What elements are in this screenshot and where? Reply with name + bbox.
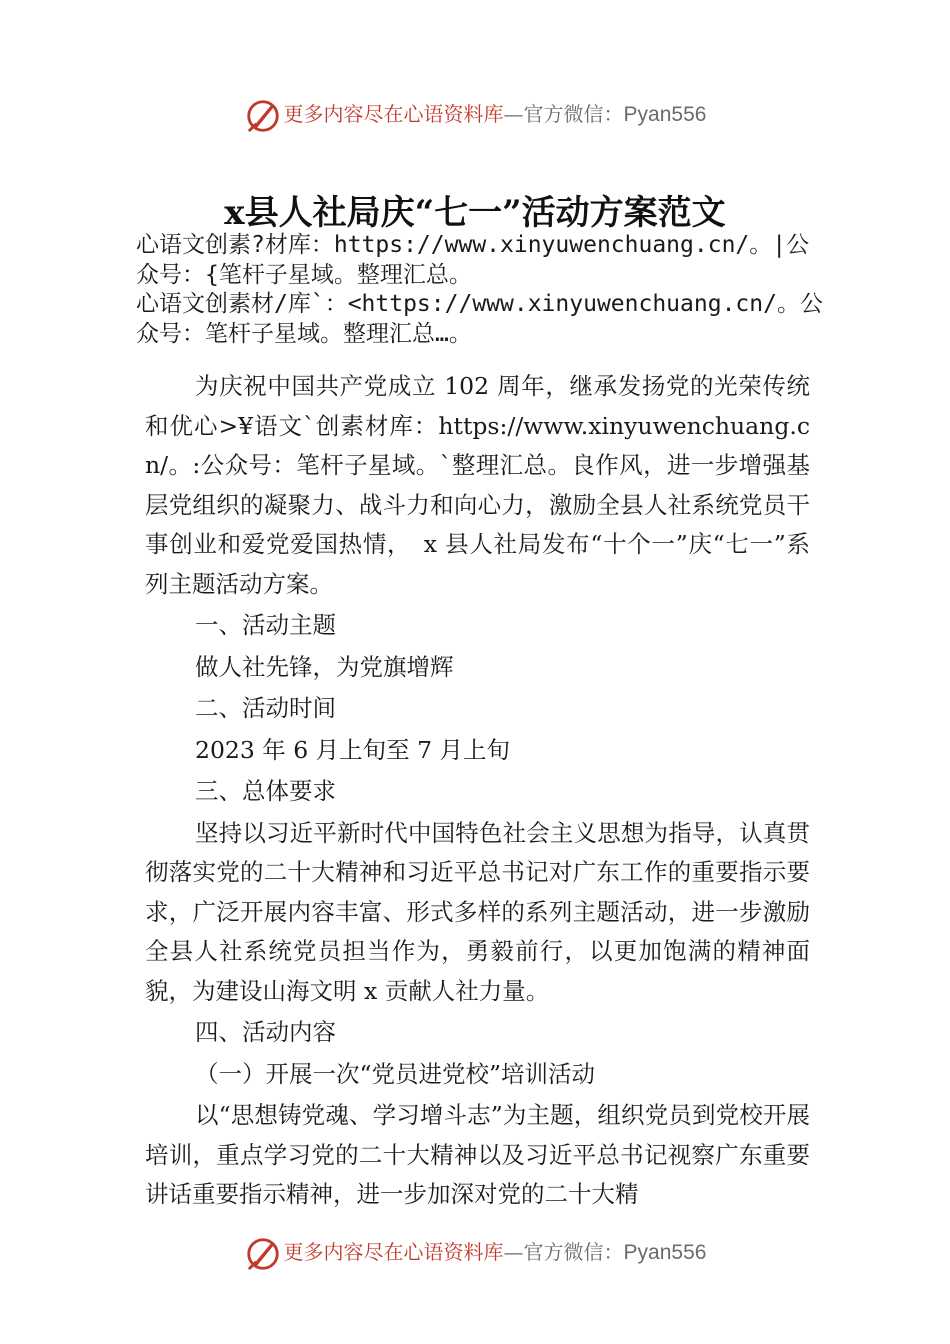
banner-gray-text: 官方微信：	[523, 102, 624, 126]
header-watermark	[0, 94, 950, 134]
section-heading-3: 三、总体要求	[195, 777, 336, 805]
quill-logo-icon	[244, 1235, 282, 1273]
banner-dash: —	[503, 1240, 524, 1264]
banner-dash: —	[503, 102, 524, 126]
banner-gray-text: 官方微信：	[523, 1240, 624, 1264]
source-line-2: 心语文创素材/库`：<https://www.xinyuwenchuang.cn/。公众号：笔杆子星域。整理汇总…。	[136, 291, 823, 347]
subsection-heading-1: （一）开展一次“党员进党校”培训活动	[195, 1059, 596, 1088]
document-body	[145, 367, 810, 1215]
time-text: 2023 年 6 月上旬至 7 月上旬	[195, 735, 511, 764]
section-heading-1: 一、活动主题	[195, 611, 336, 639]
theme-text: 做人社先锋，为党旗增辉	[195, 652, 454, 681]
intro-paragraph: 为庆祝中国共产党成立 102 周年，继承发扬党的光荣传统和优心>¥语文`创素材库：https://www.xinyuwenchuang.cn/。:公众号：笔杆子星域。`整理汇总。良作风，进一步增强基层党组织的凝聚力、战斗力和向心力，激励全县人社系统党员干事创业和爱党爱国热情， x 县人社局发布“十个一”庆“七一”系列主题活动方案。	[145, 372, 810, 598]
requirements-paragraph: 坚持以习近平新时代中国特色社会主义思想为指导，认真贯彻落实党的二十大精神和习近平总书记对广东工作的重要指示要求，广泛开展内容丰富、形式多样的系列主题活动，进一步激励全县人社系统党员担当作为，勇毅前行，以更加饱满的精神面貌，为建设山海文明 x 贡献人社力量。	[145, 818, 810, 1005]
banner-red-text: 更多内容尽在心语资料库	[283, 102, 504, 126]
section-heading-4: 四、活动内容	[195, 1018, 336, 1046]
section-heading-2: 二、活动时间	[195, 694, 336, 722]
source-line-1: 心语文创素?材库：https://www.xinyuwenchuang.cn/。|公众号：{笔杆子星域。整理汇总。	[136, 232, 810, 288]
subsection-1-paragraph: 以“思想铸党魂、学习增斗志”为主题，组织党员到党校开展培训，重点学习党的二十大精神以及习近平总书记视察广东重要讲话重要指示精神，进一步加深对党的二十大精	[145, 1101, 810, 1208]
banner-red-text: 更多内容尽在心语资料库	[283, 1240, 504, 1264]
footer-watermark	[0, 1232, 950, 1272]
banner-wechat-id: Pyan556	[623, 1241, 707, 1264]
quill-logo-icon	[244, 97, 282, 135]
document-title: x县人社局庆“七一”活动方案范文	[224, 193, 726, 233]
banner-wechat-id: Pyan556	[623, 103, 707, 126]
